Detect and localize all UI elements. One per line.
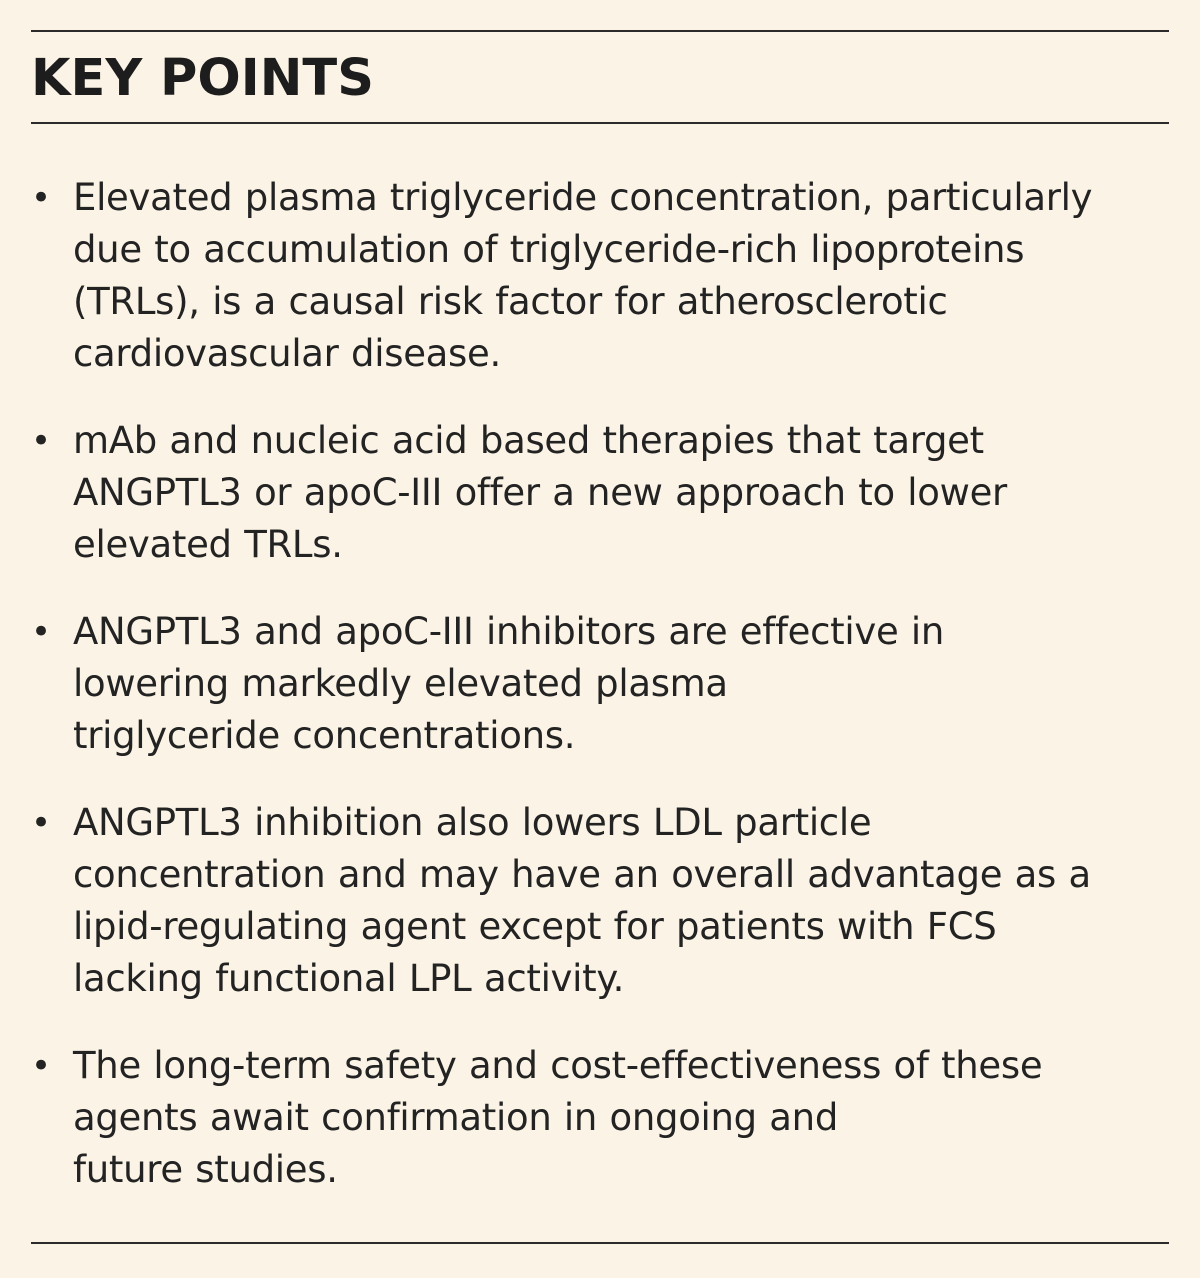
key-points-title: KEY POINTS [31,49,374,108]
key-point-line: ANGPTL3 inhibition also lowers LDL particle [73,801,872,844]
key-point-line: concentration and may have an overall advantage as a [73,853,1091,896]
key-point-line: lowering markedly elevated plasma [73,662,728,705]
key-points-list [31,172,1169,1231]
key-point-4 [31,797,1169,1005]
key-point-line: The long-term safety and cost-effectiveness of these [73,1044,1043,1087]
key-point-line: mAb and nucleic acid based therapies that target [73,419,984,462]
key-point-line: lacking functional LPL activity. [73,957,625,1000]
key-point-2 [31,415,1169,571]
key-point-line: future studies. [73,1148,338,1191]
bullet-icon: • [31,803,51,843]
key-point-line: ANGPTL3 and apoC-III inhibitors are effective in [73,610,945,653]
key-point-line: Elevated plasma triglyceride concentration, particularly [73,176,1093,219]
bottom-rule [31,1242,1169,1244]
key-point-line: elevated TRLs. [73,523,343,566]
key-point-line: lipid-regulating agent except for patients with FCS [73,905,997,948]
key-point-line: (TRLs), is a causal risk factor for atherosclerotic [73,280,948,323]
key-point-line: due to accumulation of triglyceride-rich lipoproteins [73,228,1025,271]
bullet-icon: • [31,612,51,652]
key-point-line: ANGPTL3 or apoC-III offer a new approach to lower [73,471,1007,514]
key-point-line: agents await confirmation in ongoing and [73,1096,839,1139]
bullet-icon: • [31,178,51,218]
key-point-line: triglyceride concentrations. [73,714,576,757]
key-point-3 [31,606,1169,762]
bullet-icon: • [31,1046,51,1086]
key-point-5 [31,1040,1169,1196]
title-rule [31,122,1169,124]
bullet-icon: • [31,421,51,461]
key-point-1 [31,172,1169,380]
top-rule [31,30,1169,32]
key-point-line: cardiovascular disease. [73,332,501,375]
